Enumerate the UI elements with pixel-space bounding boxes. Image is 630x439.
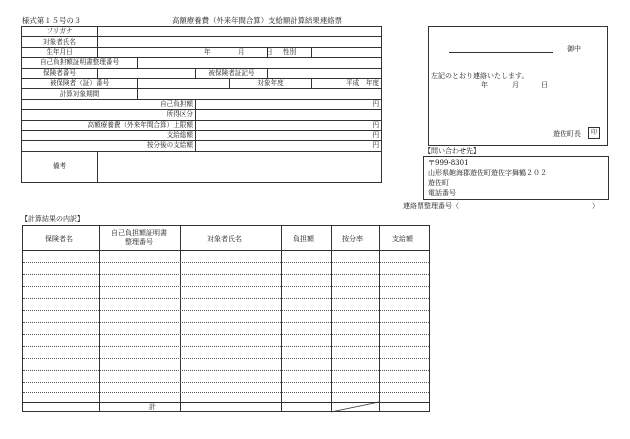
col-divider xyxy=(99,226,100,412)
total-label: 計 xyxy=(149,403,156,411)
amount-row-label: 支給総額 xyxy=(22,130,196,140)
dob-month: 月 xyxy=(238,47,245,56)
col-divider xyxy=(281,226,282,412)
remarks-label: 備考 xyxy=(22,151,98,182)
sex-label: 性別 xyxy=(268,47,312,57)
col-header-payment: 支給額 xyxy=(392,235,413,243)
recipient-line xyxy=(449,52,553,53)
cert-no-field[interactable] xyxy=(138,58,382,68)
target-year-field[interactable]: 平成 年度 xyxy=(312,78,382,88)
col-divider xyxy=(331,226,332,412)
seal-box: 印 xyxy=(588,127,600,139)
dob-label: 生年月日 xyxy=(22,47,98,57)
furigana-label: フリガナ xyxy=(22,27,98,37)
furigana-field[interactable] xyxy=(98,27,382,37)
header-divider xyxy=(23,250,429,251)
amount-row-label: 按分後の支給額 xyxy=(22,141,196,151)
notice-box xyxy=(428,26,608,146)
amount-row-value[interactable]: 円 xyxy=(196,130,382,140)
col-header-name: 対象者氏名 xyxy=(207,235,242,243)
col-header-burden: 負担額 xyxy=(293,235,314,243)
ref-no-label: 連絡票整理番号（ xyxy=(403,202,459,210)
remarks-field[interactable] xyxy=(98,151,382,182)
contact-heading: 【問い合わせ先】 xyxy=(424,147,480,155)
period-field[interactable] xyxy=(138,89,382,99)
amount-row-label: 高額療養費（外来年間合算）上限額 xyxy=(22,120,196,130)
notice-day: 日 xyxy=(541,81,548,89)
recipient-suffix: 御中 xyxy=(567,45,581,53)
table-row[interactable] xyxy=(23,392,429,393)
amount-row-label: 自己負担額 xyxy=(22,99,196,109)
dob-year: 年 xyxy=(204,47,211,56)
sender-name: 遊佐町長 xyxy=(553,130,581,138)
contact-postal: 〒999-8301 xyxy=(428,159,469,167)
contact-box xyxy=(423,156,609,200)
name-label: 対象者氏名 xyxy=(22,37,98,47)
period-label: 計算対象期間 xyxy=(22,89,138,99)
col-header-ratio: 按分率 xyxy=(342,235,363,243)
sex-field[interactable] xyxy=(312,47,382,57)
insured-symbol-field[interactable] xyxy=(268,68,382,78)
notice-month: 月 xyxy=(512,81,519,89)
col-header-cert-no: 自己負担額証明書 整理番号 xyxy=(111,229,167,246)
form-title: 高額療養費（外来年間合算）支給額計算結果連絡票 xyxy=(172,16,342,25)
amount-row-label: 所得区分 xyxy=(22,110,196,120)
insured-no-field[interactable] xyxy=(138,78,230,88)
insurer-no-field[interactable] xyxy=(98,68,196,78)
insured-no-label: 被保険者（証）番号 xyxy=(22,78,138,88)
table-row[interactable] xyxy=(23,274,429,275)
contact-phone: 電話番号 xyxy=(428,189,456,197)
form-number: 様式第１５号の３ xyxy=(22,16,82,25)
col-divider xyxy=(180,226,181,412)
insurer-no-label: 保険者番号 xyxy=(22,68,98,78)
table-row[interactable] xyxy=(23,310,429,311)
dob-day: 日 xyxy=(266,47,273,56)
dob-field[interactable] xyxy=(98,47,273,57)
notice-message: 左記のとおり連絡いたします。 xyxy=(431,72,529,80)
col-header-insurer: 保険者名 xyxy=(45,235,73,243)
table-row[interactable] xyxy=(23,286,429,287)
ratio-total-slash xyxy=(331,402,379,412)
applicant-table xyxy=(21,26,382,183)
ref-no-close: ） xyxy=(592,202,599,210)
table-row[interactable] xyxy=(23,334,429,335)
col-divider xyxy=(379,226,380,412)
breakdown-table xyxy=(22,225,430,412)
table-row[interactable] xyxy=(23,346,429,347)
table-row[interactable] xyxy=(23,382,429,383)
contact-address: 山形県飽海郡遊佐町遊佐字舞鶴２０２ xyxy=(428,169,547,177)
table-row[interactable] xyxy=(23,322,429,323)
table-row[interactable] xyxy=(23,298,429,299)
table-row[interactable] xyxy=(23,370,429,371)
amount-row-value[interactable]: 円 xyxy=(196,141,382,151)
breakdown-heading: 【計算結果の内訳】 xyxy=(21,215,84,223)
name-field[interactable] xyxy=(98,37,382,47)
amount-row-value[interactable] xyxy=(196,110,382,120)
notice-year: 年 xyxy=(481,81,488,89)
table-row[interactable] xyxy=(23,358,429,359)
cert-no-label: 自己負担額証明書整理番号 xyxy=(22,58,138,68)
amount-row-value[interactable]: 円 xyxy=(196,120,382,130)
target-year-label: 対象年度 xyxy=(230,78,312,88)
insured-symbol-label: 被保険者証記号 xyxy=(196,68,268,78)
contact-office: 遊佐町 xyxy=(428,179,449,187)
amount-row-value[interactable]: 円 xyxy=(196,99,382,109)
table-row[interactable] xyxy=(23,262,429,263)
